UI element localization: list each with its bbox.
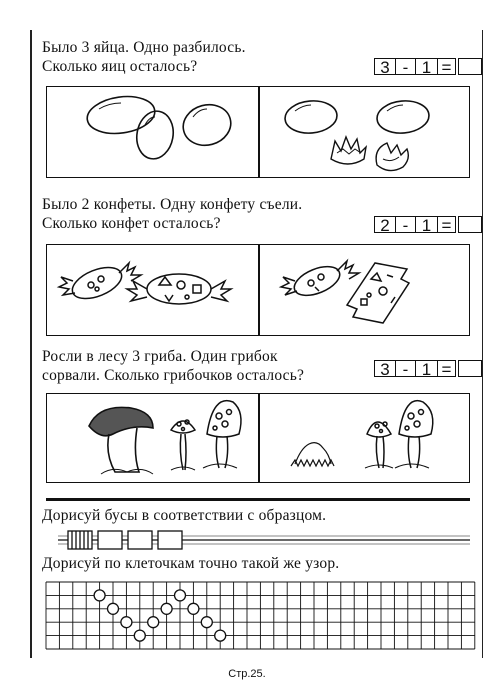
toadstool-icon [203, 401, 241, 468]
equation-operand-a: 2 [374, 216, 396, 233]
equation-answer-box[interactable] [458, 360, 482, 377]
egg-icon [284, 99, 339, 135]
egg-icon [376, 99, 431, 135]
candy-wrapper-icon [347, 263, 409, 323]
egg-icon [133, 108, 177, 162]
equation-operand-b: 1 [416, 216, 438, 233]
page-number: Стр.25. [228, 668, 266, 680]
empty-bead-slot [128, 531, 152, 549]
task-mushroom-line2: сорвали. Сколько грибочков осталось? [42, 367, 305, 384]
grid-pattern-area[interactable] [42, 578, 476, 656]
beads-task-text [42, 506, 326, 525]
equation-answer-box[interactable] [458, 58, 482, 75]
mushrooms-illustration [47, 394, 471, 484]
candy-icon [281, 261, 359, 301]
equation-answer-box[interactable] [458, 216, 482, 233]
boletus-mushroom-icon [89, 407, 153, 474]
equation-operand-a: 3 [374, 58, 396, 75]
task-eggs-picture-panel [46, 86, 470, 178]
candy-icon [127, 274, 231, 304]
pattern-circle [201, 617, 212, 628]
pattern-circle [175, 590, 186, 601]
task-eggs-equation [374, 58, 482, 75]
pattern-circle [134, 630, 145, 641]
pattern-circle [121, 617, 132, 628]
candy-icon [59, 261, 141, 305]
equation-equals: = [438, 216, 456, 233]
toadstool-icon [395, 401, 433, 468]
pattern-circle [215, 630, 226, 641]
task-candy-picture-panel [46, 244, 470, 336]
task-candy-equation [374, 216, 482, 233]
pattern-circle [148, 617, 159, 628]
equation-operand-b: 1 [416, 360, 438, 377]
equation-operand-a: 3 [374, 360, 396, 377]
toadstool-icon [171, 420, 195, 470]
pattern-task-label: Дорисуй по клеточкам точно такой же узор. [42, 555, 340, 572]
sample-bead-plain [98, 531, 122, 549]
broken-eggshell-icon [331, 137, 408, 171]
pattern-circle [161, 603, 172, 614]
equation-operator: - [396, 216, 416, 233]
sample-bead-striped [68, 531, 92, 549]
equation-operand-b: 1 [416, 58, 438, 75]
left-border [30, 30, 32, 658]
task-mushroom-text [42, 347, 304, 385]
pattern-circle [108, 603, 119, 614]
task-eggs-line2: Сколько яиц осталось? [42, 58, 198, 75]
eggs-illustration [47, 87, 471, 179]
grass-stump-icon [291, 443, 334, 466]
task-candy-text [42, 195, 302, 233]
toadstool-icon [365, 422, 393, 468]
task-candy-line1: Было 2 конфеты. Одну конфету съели. [42, 196, 303, 213]
task-mushroom-line1: Росли в лесу 3 гриба. Один грибок [42, 348, 278, 365]
task-mushroom-picture-panel [46, 393, 470, 483]
grid-lines [46, 582, 475, 649]
equation-equals: = [438, 58, 456, 75]
task-eggs-line1: Было 3 яйца. Одно разбилось. [42, 39, 246, 56]
equation-equals: = [438, 360, 456, 377]
beads-pattern [58, 528, 470, 552]
task-eggs-text [42, 38, 246, 76]
equation-operator: - [396, 58, 416, 75]
task-mushroom-equation [374, 360, 482, 377]
egg-icon [179, 99, 236, 150]
pattern-circle [94, 590, 105, 601]
equation-operator: - [396, 360, 416, 377]
section-divider [46, 498, 470, 501]
sample-circle-pattern [94, 590, 226, 641]
candies-illustration [47, 245, 471, 337]
empty-bead-slot [158, 531, 182, 549]
beads-task-label: Дорисуй бусы в соответствии с образцом. [42, 507, 327, 524]
pattern-task-text [42, 554, 339, 573]
pattern-circle [188, 603, 199, 614]
task-candy-line2: Сколько конфет осталось? [42, 215, 221, 232]
right-border [482, 30, 483, 658]
